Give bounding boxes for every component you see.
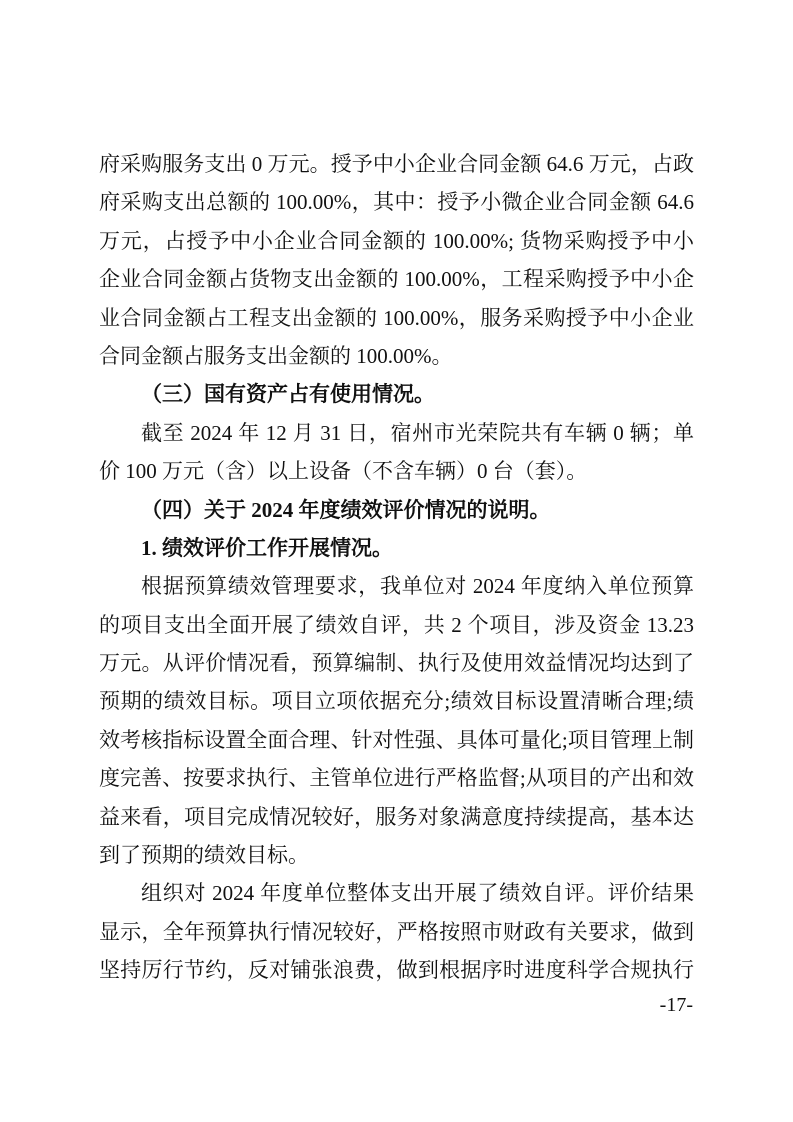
text-line: 府采购服务支出 0 万元。授予中小企业合同金额 64.6 万元，占政 [99, 152, 694, 176]
text-line: 效考核指标设置全面合理、针对性强、具体可量化;项目管理上制 [99, 727, 694, 752]
document-lines [99, 145, 694, 990]
text-line: 显示，全年预算执行情况较好，严格按照市财政有关要求，做到 [99, 919, 694, 944]
text-line: 截至 2024 年 12 月 31 日，宿州市光荣院共有车辆 0 辆；单 [141, 420, 694, 445]
text-line: 万元，占授予中小企业合同金额的 100.00%; 货物采购授予中小 [99, 228, 694, 253]
text-line: 合同金额占服务支出金额的 100.00%。 [99, 343, 453, 368]
text-line: 业合同金额占工程支出金额的 100.00%，服务采购授予中小企业 [99, 305, 694, 330]
text-line: 益来看，项目完成情况较好，服务对象满意度持续提高，基本达 [99, 804, 694, 829]
text-line: 预期的绩效目标。项目立项依据充分;绩效目标设置清晰合理;绩 [99, 689, 694, 714]
text-line: 万元。从评价情况看，预算编制、执行及使用效益情况均达到了 [99, 651, 694, 676]
heading-line: 1. 绩效评价工作开展情况。 [141, 535, 393, 560]
text-line: 组织对 2024 年度单位整体支出开展了绩效自评。评价结果 [141, 881, 694, 906]
text-line: 度完善、按要求执行、主管单位进行严格监督;从项目的产出和效 [99, 766, 694, 791]
text-line: 企业合同金额占货物支出金额的 100.00%，工程采购授予中小企 [99, 267, 694, 292]
text-line: 的项目支出全面开展了绩效自评，共 2 个项目，涉及资金 13.23 [99, 612, 694, 637]
heading-line: （三）国有资产占有使用情况。 [141, 382, 435, 407]
text-line: 到了预期的绩效目标。 [99, 843, 309, 868]
text-line: 府采购支出总额的 100.00%，其中：授予小微企业合同金额 64.6 [99, 190, 694, 215]
page-number: -17- [659, 994, 693, 1016]
text-line: 坚持厉行节约，反对铺张浪费，做到根据序时进度科学合规执行 [99, 958, 694, 983]
text-line: 根据预算绩效管理要求，我单位对 2024 年度纳入单位预算 [141, 574, 694, 599]
text-line: 价 100 万元（含）以上设备（不含车辆）0 台（套）。 [99, 459, 588, 484]
heading-line: （四）关于 2024 年度绩效评价情况的说明。 [141, 497, 551, 522]
